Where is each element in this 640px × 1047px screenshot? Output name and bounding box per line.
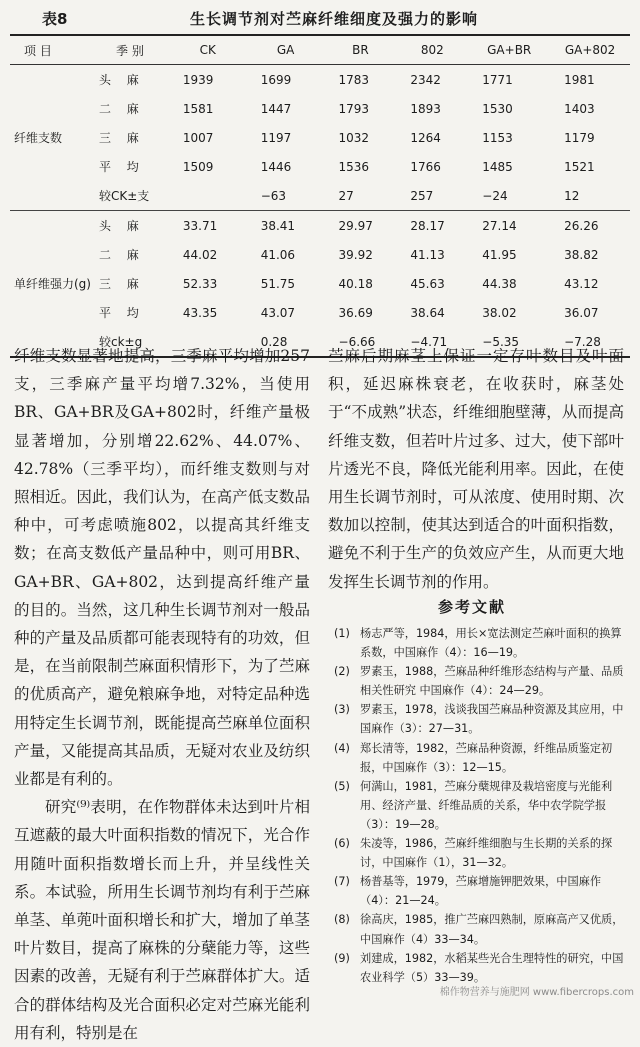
reference-text: 朱凌等，1986，苎麻纤维细胞与生长期的关系的探讨，中国麻作（1），31—32。 — [360, 837, 613, 870]
value-cell: 1179 — [564, 130, 595, 145]
reference-number: (5) — [334, 779, 350, 793]
value-cell: 41.06 — [260, 247, 296, 262]
season-cell: 头 麻 — [98, 219, 145, 233]
season-cell: 二 麻 — [98, 248, 145, 262]
reference-number: (7) — [334, 875, 350, 889]
column-header: 季 别 — [116, 43, 144, 58]
table-row — [10, 298, 630, 327]
reference-number: (3) — [334, 703, 350, 717]
value-cell: 27 — [338, 188, 354, 203]
season-cell: 平 均 — [98, 160, 145, 174]
value-cell: 2342 — [410, 72, 441, 87]
value-cell: 44.38 — [482, 276, 517, 291]
value-cell: 1771 — [482, 72, 513, 87]
table-row — [10, 94, 630, 123]
value-cell: 1264 — [410, 130, 441, 145]
reference-number: (1) — [334, 627, 350, 640]
value-cell: 41.95 — [482, 247, 517, 262]
right-column — [328, 342, 624, 596]
column-header: GA+BR — [487, 43, 532, 57]
reference-item — [334, 624, 628, 662]
value-cell: −7.28 — [564, 334, 601, 349]
value-cell: −5.35 — [482, 334, 520, 349]
value-cell: 1447 — [260, 101, 292, 116]
references-title: 参考文献 — [438, 598, 507, 616]
data-table — [10, 34, 630, 358]
value-cell: 39.92 — [338, 247, 373, 262]
value-cell: −6.66 — [338, 334, 376, 349]
value-cell: 52.33 — [182, 276, 218, 291]
table-number: 表8 — [42, 10, 68, 28]
season-cell: 三 麻 — [98, 277, 145, 291]
season-cell: 三 麻 — [98, 131, 145, 145]
table-title: 生长调节剂对苎麻纤维细度及强力的影响 — [190, 10, 479, 28]
reference-number: (6) — [334, 837, 350, 851]
value-cell: 1521 — [564, 159, 595, 174]
reference-item — [334, 949, 628, 987]
watermark: 棉作物营养与施肥网 www.fibercrops.com — [439, 987, 634, 998]
reference-text: 徐高庆，1985，推广苎麻四熟制，原麻高产又优质，中国麻作（4）33—34。 — [360, 913, 624, 946]
column-header: CK — [199, 43, 216, 57]
value-cell: 1032 — [338, 130, 370, 145]
value-cell: 41.13 — [410, 247, 445, 262]
value-cell: 1981 — [564, 72, 595, 87]
value-cell: 26.26 — [564, 218, 599, 233]
column-header: GA+802 — [564, 43, 616, 57]
value-cell: 1793 — [338, 101, 370, 116]
reference-item — [334, 834, 628, 872]
value-cell: 51.75 — [260, 276, 296, 291]
value-cell: 36.69 — [338, 305, 373, 320]
value-cell: 1766 — [410, 159, 441, 174]
value-cell: 28.17 — [410, 218, 445, 233]
value-cell: 0.28 — [260, 334, 288, 349]
column-header: GA — [276, 43, 295, 57]
group-label: 单纤维强力(g) — [14, 277, 91, 291]
table-row — [10, 152, 630, 181]
value-cell: 33.71 — [182, 218, 218, 233]
value-cell: −24 — [482, 188, 508, 203]
column-header: 项 目 — [24, 43, 52, 58]
value-cell: 1893 — [410, 101, 441, 116]
value-cell: 1783 — [338, 72, 370, 87]
reference-text: 刘建成，1982，水稻某些光合生理特性的研究，中国农业科学（5）33—39。 — [360, 951, 624, 984]
reference-text: 郑长清等，1982，苎麻品种资源，纤维品质鉴定初报，中国麻作（3）：12—15。 — [360, 741, 613, 774]
value-cell: 38.41 — [260, 218, 296, 233]
table-row — [10, 65, 630, 95]
value-cell: 1509 — [182, 159, 214, 174]
season-cell: 较CK±支 — [98, 189, 150, 203]
value-cell: 27.14 — [482, 218, 517, 233]
value-cell: 43.35 — [182, 305, 218, 320]
season-cell: 较ck±g — [98, 335, 143, 349]
value-cell: 38.82 — [564, 247, 599, 262]
right-paragraph: 苎麻后期麻茎上保证一定存叶数目及叶面积，延迟麻株衰老，在收获时，麻茎处于“不成熟”状态，纤维细胞壁薄，从而提高纤维支数，但若叶片过多、过大，使下部叶片透光不良，降低光能利用率。因此，在使用生长调节剂时，可从浓度、使用时期、次数加以控制，使其达到适合的叶面积指数，避免不利于生产的负效应产生，从而更大地发挥生长调节剂的作用。 — [328, 347, 624, 591]
value-cell: 1536 — [338, 159, 370, 174]
value-cell: 257 — [410, 188, 434, 203]
reference-item — [334, 777, 628, 834]
column-header: BR — [352, 43, 369, 57]
value-cell — [169, 181, 247, 211]
reference-text: 何满山，1981，苎麻分蘖规律及栽培密度与光能利用、经济产量、纤维品质的关系，华中农学院学报（3）：19—28。 — [360, 779, 613, 831]
left-paragraph-1: 纤维支数显著地提高，三季麻平均增加257支，三季麻产量平均增7.32%，当使用BR、GA+BR及GA+802时，纤维产量极显著增加，分别增22.62%、44.07%、42.78%（三季平均），而纤维支数则与对照相近。因此，我们认为，在高产低支数品种中，可考虑喷施802，以提高其纤维支数；在高支数低产量品种中，则可用BR、GA+BR、GA+802，达到提高纤维产量的目的。当然，这几种生长调节剂对一般品种的产量及品质都可能表现特有的功效，但是，在当前限制苎麻面积情形下，为了苎麻的优质高产，避免粮麻争地，对特定品种选用特定生长调节剂，既能提高苎麻单位面积产量，又能提高其品质，无疑对农业及纺织业都是有利的。 — [14, 347, 310, 789]
left-paragraph-2: 研究⁽⁹⁾表明，在作物群体未达到叶片相互遮蔽的最大叶面积指数的情况下，光合作用随叶面积指数增长而上升，并呈线性关系。本试验，所用生长调节剂均有利于苎麻单茎、单蔸叶面积增长和扩大，增加了单茎叶片数目，提高了麻株的分蘖能力等，这些因素的改善，无疑有利于苎麻群体扩大。适合的群体结构及光合面积必定对苎麻光能利用有利，特别是在 — [14, 798, 310, 1042]
reference-number: (8) — [334, 913, 350, 927]
table-row — [10, 240, 630, 269]
value-cell: 1939 — [182, 72, 214, 87]
value-cell: 1197 — [260, 130, 292, 145]
value-cell: 29.97 — [338, 218, 373, 233]
table-header-row — [10, 35, 630, 65]
value-cell: 1403 — [564, 101, 595, 116]
value-cell: 36.07 — [564, 305, 599, 320]
value-cell: 44.02 — [182, 247, 218, 262]
table-row — [10, 181, 630, 211]
reference-text: 罗素玉，1988，苎麻品种纤维形态结构与产量、品质相关性研究 中国麻作（4）：24—29。 — [360, 665, 624, 698]
value-cell: −63 — [260, 188, 287, 203]
value-cell: 1485 — [482, 159, 513, 174]
season-cell: 平 均 — [98, 306, 145, 320]
value-cell: 45.63 — [410, 276, 445, 291]
value-cell: 38.02 — [482, 305, 517, 320]
value-cell: 43.12 — [564, 276, 599, 291]
reference-item — [334, 662, 628, 700]
reference-item — [334, 700, 628, 738]
value-cell: −4.71 — [410, 334, 448, 349]
table-caption — [10, 6, 630, 32]
reference-number: (2) — [334, 665, 350, 679]
value-cell: 1446 — [260, 159, 292, 174]
value-cell: 43.07 — [260, 305, 296, 320]
reference-item — [334, 872, 628, 910]
group-label: 纤维支数 — [14, 131, 63, 145]
value-cell: 1153 — [482, 130, 513, 145]
value-cell: 1530 — [482, 101, 513, 116]
references-list — [334, 624, 628, 987]
season-cell: 头 麻 — [98, 73, 145, 87]
column-header: 802 — [420, 43, 444, 57]
value-cell: 1007 — [182, 130, 214, 145]
table-row — [10, 123, 630, 152]
reference-item — [334, 910, 628, 948]
reference-text: 杨普基等，1979，苎麻增施钾肥效果，中国麻作（4）：21—24。 — [360, 875, 602, 908]
reference-text: 罗素玉，1978，浅谈我国苎麻品种资源及其应用，中国麻作（3）：27—31。 — [360, 703, 624, 736]
reference-number: (9) — [334, 951, 350, 965]
table-row — [10, 211, 630, 241]
value-cell: 38.64 — [410, 305, 445, 320]
value-cell: 40.18 — [338, 276, 373, 291]
value-cell: 1581 — [182, 101, 214, 116]
left-column — [14, 342, 310, 1047]
reference-text: 杨志严等，1984，用长×宽法测定苎麻叶面积的换算系数，中国麻作（4）：16—19。 — [360, 627, 622, 660]
table-row — [10, 269, 630, 298]
reference-item — [334, 739, 628, 777]
reference-number: (4) — [334, 741, 350, 755]
value-cell: 12 — [564, 188, 580, 203]
value-cell: 1699 — [260, 72, 292, 87]
season-cell: 二 麻 — [98, 102, 145, 116]
